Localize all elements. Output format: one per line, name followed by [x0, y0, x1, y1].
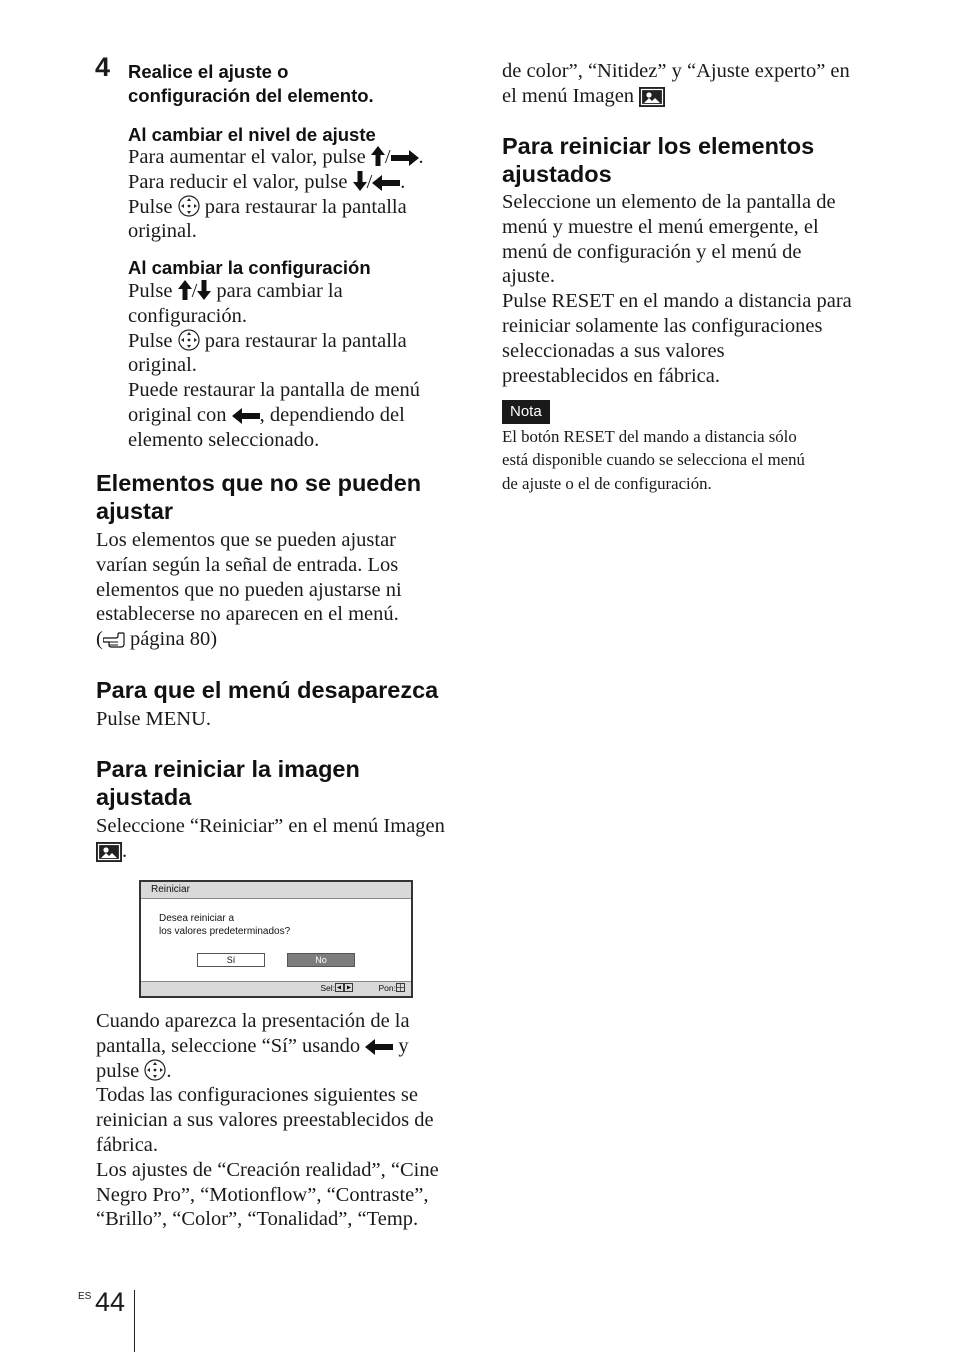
dialog-no-button[interactable]: No: [287, 953, 355, 967]
page-number: 44: [95, 1287, 126, 1317]
level-text-frag: .: [400, 170, 406, 193]
config-heading: Al cambiar la configuración: [128, 257, 371, 278]
heading-line: ajustada: [96, 783, 192, 810]
picture-menu-icon: [639, 87, 665, 107]
hide-menu-text: Pulse MENU.: [96, 708, 212, 730]
body-text-frag: el menú Imagen: [502, 84, 635, 107]
arrow-right-icon: [391, 150, 419, 166]
body-line: Los elementos que se pueden ajustar: [96, 529, 397, 551]
body-text-frag: .: [166, 1059, 172, 1082]
footer-divider: [134, 1290, 135, 1352]
section-heading-no-adjust: [96, 470, 421, 525]
page-reference: ( página 80): [96, 628, 218, 651]
body-text-frag: y: [393, 1034, 409, 1057]
body-line: [96, 1034, 439, 1059]
heading-line: Para reiniciar los elementos: [502, 133, 815, 159]
footer-sel-label: Sel:: [320, 983, 335, 993]
section-heading-hide-menu: Para que el menú desaparezca: [96, 677, 439, 703]
body-text-frag: .: [122, 839, 128, 862]
body-line: Todas las configuraciones siguientes se: [96, 1084, 418, 1107]
heading-line: ajustados: [502, 160, 612, 187]
body-line: Negro Pro”, “Motionflow”, “Contraste”,: [96, 1183, 429, 1206]
config-text-frag: original con: [128, 403, 232, 426]
note-line: está disponible cuando se selecciona el menú: [502, 450, 805, 470]
level-text-frag: Para reducir el valor, pulse: [128, 170, 353, 193]
level-heading: Al cambiar el nivel de ajuste: [128, 124, 376, 145]
step-title-line: Realice el ajuste o: [128, 61, 289, 82]
body-line: seleccionadas a sus valores: [502, 339, 725, 362]
dialog-footer-sel: [320, 983, 353, 993]
heading-line: ajustar: [96, 497, 174, 524]
note-text: [502, 425, 805, 495]
reset-image-text: [96, 814, 445, 864]
reset-items-text: [502, 190, 852, 388]
body-line: “Brillo”, “Color”, “Tonalidad”, “Temp.: [96, 1208, 419, 1231]
note-line: El botón RESET del mando a distancia sólo: [502, 427, 797, 446]
footer-pon-label: Pon:: [378, 983, 396, 993]
arrow-left-icon: [232, 408, 260, 424]
heading-line: Elementos que no se pueden: [96, 470, 422, 496]
body-line: Seleccione “Reiniciar” en el menú Imagen: [96, 815, 445, 837]
language-code: ES: [78, 1291, 92, 1302]
level-text-frag: para restaurar la pantalla: [199, 195, 407, 218]
config-text-frag: , dependiendo del: [259, 403, 405, 426]
level-text-frag: Para aumentar el valor, pulse: [128, 146, 371, 168]
config-line-1: Pulse / para cambiar la: [128, 280, 343, 302]
arrow-down-icon: [197, 280, 211, 300]
page-ref-text: página 80): [129, 628, 218, 651]
arrow-down-icon: [353, 171, 367, 191]
picture-menu-icon: [96, 842, 122, 862]
level-line-2: Para reducir el valor, pulse / .: [128, 170, 406, 193]
config-text-frag: Pulse: [128, 329, 178, 352]
dialog-message-line: los valores predeterminados?: [159, 926, 291, 937]
note-badge: Nota: [502, 400, 550, 424]
enter-button-icon: [178, 195, 200, 217]
body-line: establecerse no aparecen en el menú.: [96, 603, 399, 626]
body-line: elementos que no pueden ajustarse ni: [96, 578, 402, 601]
body-line: Seleccione un elemento de la pantalla de: [502, 191, 836, 213]
dialog-footer-pon: [379, 983, 406, 993]
config-text: [128, 279, 420, 453]
step-title: [128, 60, 374, 108]
body-line: Los ajustes de “Creación realidad”, “Cine: [96, 1158, 439, 1181]
body-line: [502, 84, 850, 109]
section-heading-reset-items: [502, 133, 814, 188]
arrow-left-icon: [365, 1039, 393, 1055]
body-line: reiniciar solamente las configuraciones: [502, 314, 823, 337]
config-line-2: configuración.: [128, 304, 247, 327]
config-line-6: [128, 403, 420, 428]
step-title-line: configuración del elemento.: [128, 85, 374, 106]
body-line: Pulse RESET en el mando a distancia para: [502, 290, 852, 313]
level-line-4: original.: [128, 220, 197, 243]
config-text-frag: Pulse: [128, 280, 178, 302]
config-line-4: original.: [128, 354, 197, 377]
dialog-message: [159, 912, 290, 938]
body-line: ajuste.: [502, 265, 555, 288]
enter-button-icon: [144, 1059, 166, 1081]
body-line: Cuando aparezca la presentación de la: [96, 1010, 410, 1032]
config-text-frag: para cambiar la: [211, 280, 343, 302]
dialog-footer: [141, 981, 411, 996]
enter-icon: [396, 983, 405, 992]
config-line-7: elemento seleccionado.: [128, 428, 320, 451]
body-line: varían según la señal de entrada. Los: [96, 553, 399, 576]
dialog-title: Reiniciar: [141, 882, 411, 899]
after-dialog-text: [96, 1009, 439, 1232]
dialog-message-line: Desea reiniciar a: [159, 913, 235, 924]
body-line: fábrica.: [96, 1133, 159, 1156]
level-line-1: Para aumentar el valor, pulse / .: [128, 146, 424, 168]
body-line: reinician a sus valores preestablecidos de: [96, 1109, 434, 1132]
reset-dialog-screenshot: [139, 880, 413, 998]
section-heading-reset-image: [96, 756, 360, 811]
level-text: [128, 145, 424, 244]
level-text-frag: Pulse: [128, 195, 178, 218]
select-arrows-icon: [335, 983, 353, 992]
body-line: menú de configuración y el menú de: [502, 240, 802, 263]
config-line-5: Puede restaurar la pantalla de menú: [128, 379, 420, 402]
body-line: menú y muestre el menú emergente, el: [502, 215, 819, 238]
level-text-frag: .: [418, 146, 424, 168]
pointing-hand-icon: [103, 632, 125, 648]
arrow-left-icon: [372, 175, 400, 191]
body-line: preestablecidos en fábrica.: [502, 364, 720, 387]
body-text-frag: pantalla, seleccione “Sí” usando: [96, 1034, 366, 1057]
step-number: 4: [95, 52, 111, 82]
arrow-up-icon: [371, 146, 385, 166]
body-line: [96, 839, 445, 864]
dialog-yes-button[interactable]: Sí: [197, 953, 265, 967]
body-text-frag: pulse: [96, 1059, 145, 1082]
heading-line: Para reiniciar la imagen: [96, 756, 360, 782]
body-line: de color”, “Nitidez” y “Ajuste experto” en: [502, 60, 850, 82]
no-adjust-text: [96, 528, 402, 652]
body-line: [96, 1059, 439, 1084]
right-continuation-text: [502, 59, 850, 109]
level-line-3: [128, 195, 424, 220]
arrow-up-icon: [178, 280, 192, 300]
config-text-frag: para restaurar la pantalla: [199, 329, 407, 352]
note-line: de ajuste o el de configuración.: [502, 473, 712, 493]
config-line-3: [128, 329, 420, 354]
enter-button-icon: [178, 329, 200, 351]
